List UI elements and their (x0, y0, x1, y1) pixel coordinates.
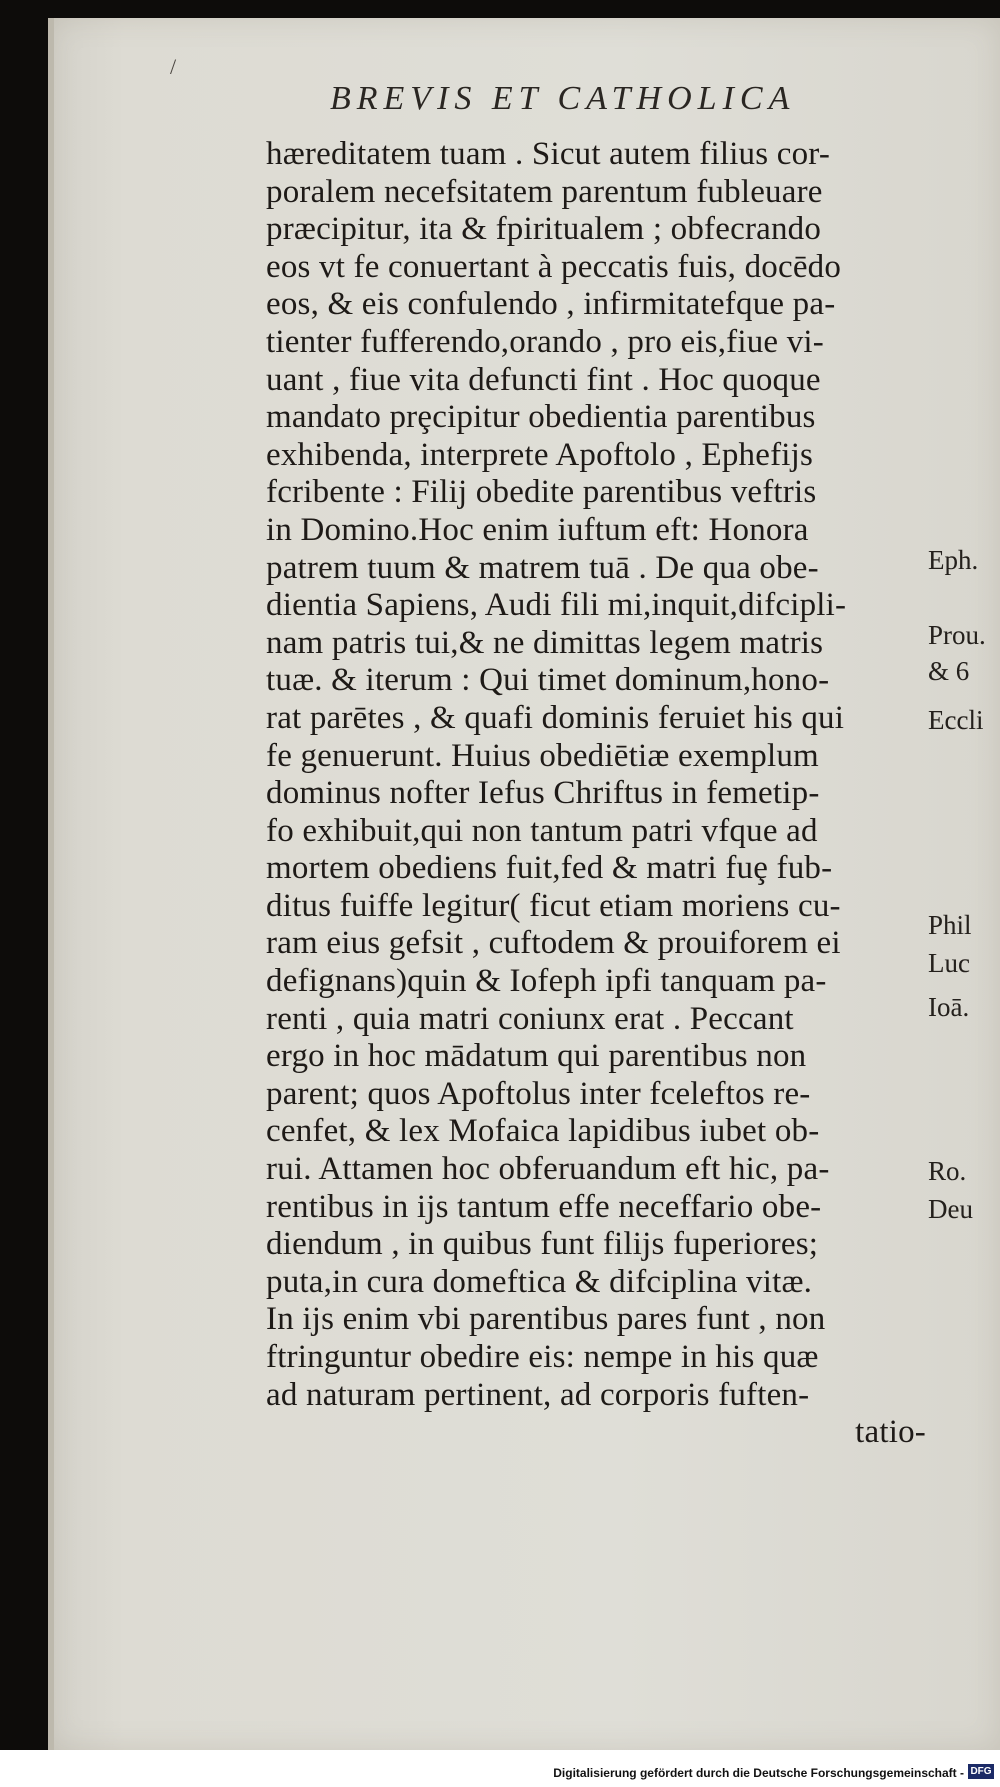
text-line: fe genuerunt. Huius obediētiæ exemplum (266, 737, 819, 774)
margin-note-prou: Prou. (928, 620, 986, 650)
dfg-logo: DFG (968, 1764, 994, 1779)
text-line: patrem tuum & matrem tuā . De qua obe- (266, 549, 819, 586)
text-line: uant , fiue vita defuncti fint . Hoc quoque (266, 361, 821, 398)
margin-note-phil: Phil (928, 910, 972, 940)
page-gutter-edge (48, 18, 54, 1750)
margin-note-deu: Deu (928, 1194, 973, 1224)
text-line: hæreditatem tuam . Sicut autem filius cor- (266, 136, 831, 172)
text-line: puta,in cura domeftica & difciplina vitæ. (266, 1263, 813, 1300)
catchword: tatio- (855, 1414, 926, 1451)
margin-note-eph: Eph. (928, 545, 979, 575)
text-line: renti , quia matri coniunx erat . Peccant (266, 1000, 794, 1037)
margin-note-ro: Ro. (928, 1156, 967, 1186)
text-line: mortem obediens fuit,fed & matri fuȩ fub- (266, 850, 833, 887)
text-line: dientia Sapiens, Audi fili mi,inquit,difcipli- (266, 587, 847, 624)
text-line: dominus nofter Iefus Chriftus in femetip- (266, 775, 820, 812)
text-line: ditus fuiffe legitur( ficut etiam moriens cu- (266, 887, 841, 924)
text-line: fcribente : Filij obedite parentibus veftris (266, 474, 817, 511)
text-line: parent; quos Apoftolus inter fceleftos re- (266, 1075, 811, 1112)
text-line: cenfet, & lex Mofaica lapidibus iubet ob- (266, 1113, 820, 1150)
text-line: in Domino.Hoc enim iuftum eft: Honora (266, 511, 809, 548)
digitization-credit: Digitalisierung gefördert durch die Deutsche Forschungsgemeinschaft - (553, 1766, 964, 1780)
text-line: tienter fufferendo,orando , pro eis,fiue vi- (266, 323, 824, 360)
text-line: diendum , in quibus funt filijs fuperiores; (266, 1226, 819, 1263)
text-line: nam patris tui,& ne dimittas legem matris (266, 624, 824, 661)
margin-note-eccli: Eccli (928, 705, 984, 735)
page-mark: / (170, 54, 177, 79)
text-line: ram eius gefsit , cuftodem & prouiforem ei (266, 925, 841, 962)
text-line: fo exhibuit,qui non tantum patri vfque ad (266, 812, 818, 849)
text-line: poralem necefsitatem parentum fubleuare (266, 173, 823, 210)
body-text (266, 136, 926, 1452)
text-line: tuæ. & iterum : Qui timet dominum,hono- (266, 662, 830, 699)
text-line: mandato prȩcipitur obedientia parentibus (266, 399, 816, 436)
text-line: defignans)quin & Iofeph ipfi tanquam pa- (266, 963, 827, 1000)
text-line: ergo in hoc mādatum qui parentibus non (266, 1038, 807, 1075)
text-line: eos, & eis confulendo , infirmitatefque pa- (266, 286, 836, 323)
text-line: exhibenda, interprete Apoftolo , Ephefijs (266, 436, 814, 473)
margin-note-luc: Luc (928, 948, 970, 978)
text-line: eos vt fe conuertant à peccatis fuis, docēdo (266, 248, 842, 285)
text-line: rat parētes , & quafi dominis feruiet his qui (266, 699, 845, 736)
text-line: ad naturam pertinent, ad corporis fuften- (266, 1376, 810, 1413)
margin-note-ioa: Ioā. (928, 992, 970, 1022)
text-line: In ijs enim vbi parentibus pares funt , non (266, 1301, 826, 1338)
text-line: rentibus in ijs tantum effe neceffario obe- (266, 1188, 822, 1225)
running-head: BREVIS ET CATHOLICA (330, 80, 796, 117)
text-line: præcipitur, ita & fpiritualem ; obfecrando (266, 211, 822, 248)
margin-note-and-6: & 6 (928, 656, 970, 686)
text-line: ftringuntur obedire eis: nempe in his quæ (266, 1339, 819, 1375)
text-line: rui. Attamen hoc obferuandum eft hic, pa- (266, 1151, 830, 1188)
